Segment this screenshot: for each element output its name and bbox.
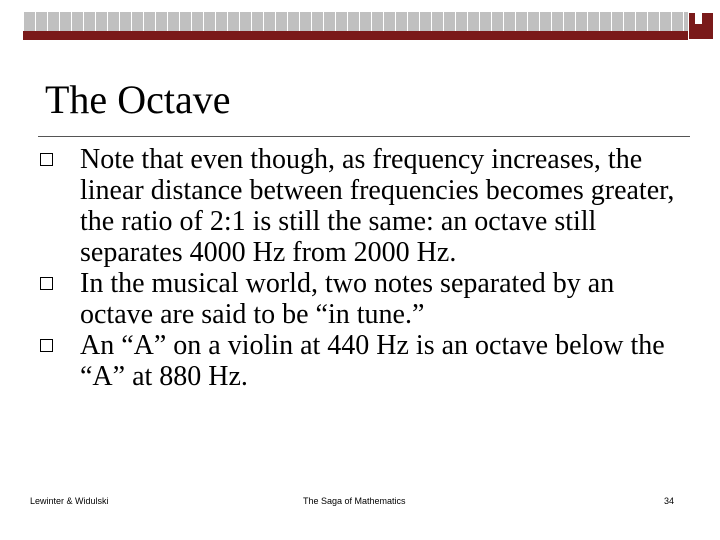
- hollow-square-icon: [40, 153, 53, 166]
- footer-book-title: The Saga of Mathematics: [303, 496, 406, 506]
- bullet-item: [40, 268, 680, 330]
- title-divider: [38, 136, 690, 137]
- top-red-bar: [23, 31, 714, 40]
- hollow-square-icon: [40, 339, 53, 352]
- bullet-text: Note that even though, as frequency increases, the linear distance between frequencies becomes greater, the ratio of 2:1 is still the same: an octave still separates 4000 Hz from 2000 Hz.: [80, 144, 675, 268]
- hollow-square-icon: [40, 277, 53, 290]
- bullet-item: [40, 330, 680, 392]
- bullet-item: [40, 144, 680, 268]
- top-grid-bar: [23, 12, 688, 31]
- slide-title: The Octave: [45, 77, 231, 122]
- bullet-list: [40, 144, 680, 392]
- footer-page-number: 34: [664, 496, 675, 506]
- top-corner-block: [688, 12, 714, 40]
- bullet-text: An “A” on a violin at 440 Hz is an octave below the “A” at 880 Hz.: [80, 330, 665, 392]
- bullet-text: In the musical world, two notes separated by an octave are said to be “in tune.”: [80, 268, 615, 330]
- top-corner-notch: [695, 13, 702, 24]
- footer-authors: Lewinter & Widulski: [30, 496, 109, 506]
